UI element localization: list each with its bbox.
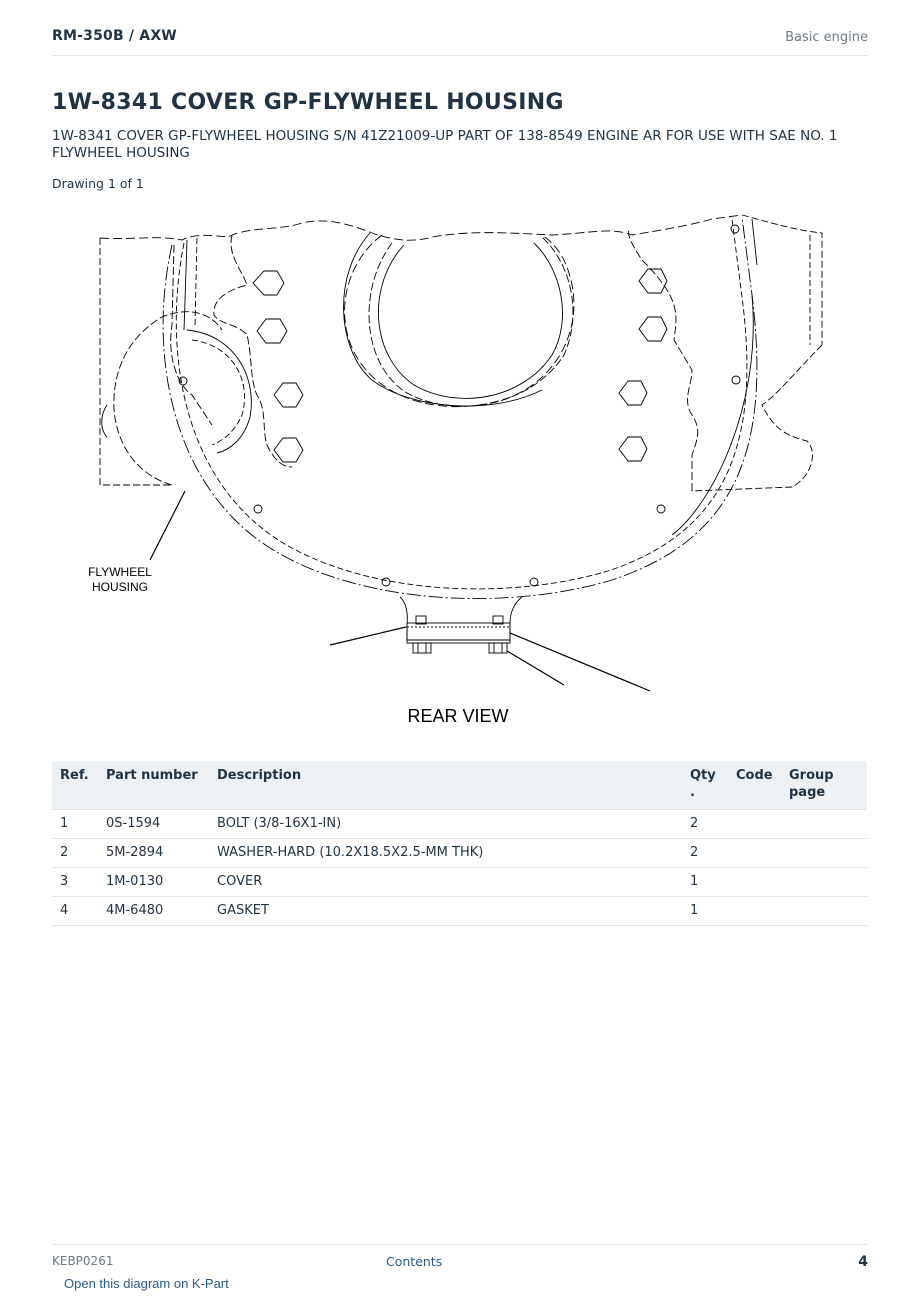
col-header-part-number: Part number	[98, 761, 209, 810]
table-header-row	[52, 761, 867, 810]
model-label: RM-350B / AXW	[52, 28, 177, 44]
flywheel-housing-callout-2: HOUSING	[91, 580, 149, 594]
description-cell: WASHER-HARD (10.2X18.5X2.5-MM THK)	[209, 839, 682, 868]
col-header-description: Description	[209, 761, 682, 810]
table-row	[52, 897, 867, 926]
col-header-ref: Ref.	[52, 761, 98, 810]
code-cell	[728, 868, 781, 897]
document-id: KEBP0261	[52, 1254, 114, 1268]
qty-cell: 1	[682, 897, 728, 926]
group-page-cell	[781, 897, 867, 926]
page-number: 4	[858, 1254, 868, 1270]
ref-cell: 1	[52, 810, 98, 839]
group-page-cell	[781, 868, 867, 897]
part-number-cell: 5M-2894	[98, 839, 209, 868]
view-label: REAR VIEW	[407, 706, 509, 726]
qty-cell: 2	[682, 810, 728, 839]
page-header	[52, 28, 868, 56]
part-number-cell: 1M-0130	[98, 868, 209, 897]
qty-cell: 2	[682, 839, 728, 868]
page-footer	[52, 1244, 868, 1275]
code-cell	[728, 810, 781, 839]
section-label: Basic engine	[785, 30, 868, 45]
code-cell	[728, 839, 781, 868]
code-cell	[728, 897, 781, 926]
part-number-cell: 4M-6480	[98, 897, 209, 926]
drawing-counter: Drawing 1 of 1	[52, 176, 144, 191]
col-header-qty: Qty .	[682, 761, 728, 810]
part-number-cell: 0S-1594	[98, 810, 209, 839]
open-k-part-link[interactable]: Open this diagram on K-Part	[64, 1276, 229, 1291]
ref-cell: 4	[52, 897, 98, 926]
group-page-cell	[781, 810, 867, 839]
col-header-group-page: Group page	[781, 761, 867, 810]
table-row	[52, 839, 867, 868]
group-page-cell	[781, 839, 867, 868]
parts-table	[52, 761, 867, 926]
contents-link[interactable]: Contents	[386, 1254, 443, 1269]
col-header-code: Code	[728, 761, 781, 810]
description-cell: COVER	[209, 868, 682, 897]
flywheel-housing-drawing	[52, 205, 867, 745]
qty-cell: 1	[682, 868, 728, 897]
page-subtitle: 1W-8341 COVER GP-FLYWHEEL HOUSING S/N 41Z21009-UP PART OF 138-8549 ENGINE AR FOR USE WITH SAE NO. 1 FLYWHEEL HOUSING	[52, 128, 838, 161]
parts-diagram	[52, 205, 867, 745]
page-title: 1W-8341 COVER GP-FLYWHEEL HOUSING	[52, 90, 564, 115]
flywheel-housing-callout-1: FLYWHEEL	[88, 565, 152, 579]
ref-cell: 3	[52, 868, 98, 897]
description-cell: BOLT (3/8-16X1-IN)	[209, 810, 682, 839]
description-cell: GASKET	[209, 897, 682, 926]
table-row	[52, 810, 867, 839]
ref-cell: 2	[52, 839, 98, 868]
table-row	[52, 868, 867, 897]
